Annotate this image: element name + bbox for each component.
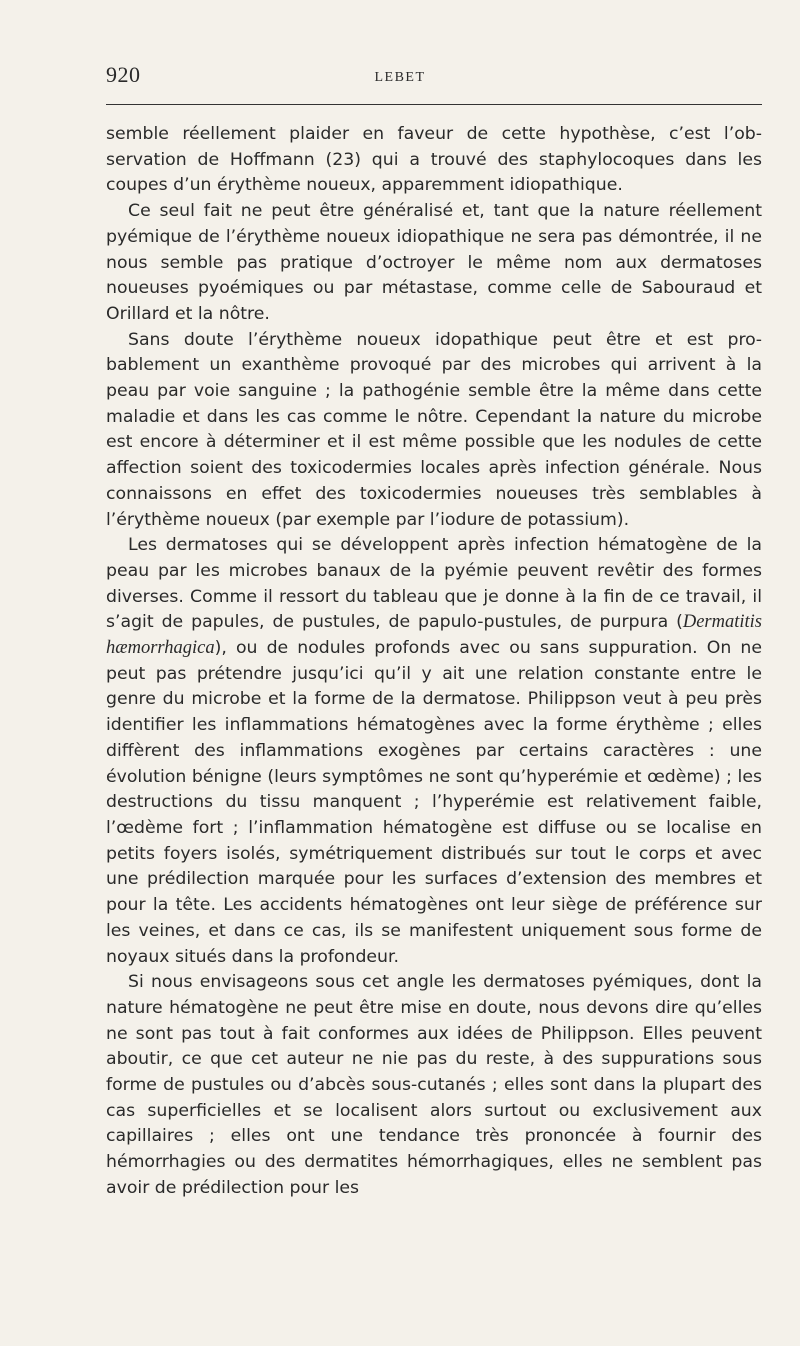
paragraph (106, 122, 762, 199)
paragraph-text: Ce seul fait ne peut être généralisé et, tant que la nature réellement pyémique de l’érythème noueux idiopathique ne sera pas démontrée, il ne nous semble pas pratique d’octroyer le même nom aux dermatoses noueuses pyoémiques ou par métastase, comme celle de Sabouraud et Orillard et la nôtre. (106, 201, 762, 324)
italic-term: Dermatitis hæmorrhagica (106, 612, 762, 659)
paragraph-text: semble réellement plaider en faveur de cette hypothèse, c’est l’observation de Hoffmann (23) qui a trouvé des staphylocoques dans les coupes d’un érythème noueux, apparemment idiopathique. (106, 124, 762, 196)
header-rule (106, 104, 762, 105)
page-number: 920 (106, 62, 141, 87)
paragraph (106, 533, 762, 970)
paragraph (106, 970, 762, 1201)
paragraph (106, 199, 762, 328)
body-text (106, 122, 762, 1202)
paragraph-text: ), ou de nodules profonds avec ou sans suppuration. On ne peut pas prétendre jusqu’ici qu’il y ait une relation constante entre le genre du microbe et la forme de la dermatose. Philippson veut à peu près identifier les inflammations hématogènes avec la forme érythème ; elles diffèrent des inflammations exogènes par certains caractères : une évolution bénigne (leurs symptômes ne sont qu’hyperémie et œdème) ; les destructions du tissu manquent ; l’hyperémie est relativement faible, l’œdème fort ; l’inflammation hématogène est diffuse ou se localise en petits foyers isolés, symétriquement distribués sur tout le corps et avec une prédilection marquée pour les surfaces d’extension des membres et pour la tête. Les accidents hématogènes ont leur siège de préférence sur les veines, et dans ce cas, ils se manifestent uniquement sous forme de noyaux situés dans la profondeur. (106, 638, 762, 967)
paragraph-text: Sans doute l’érythème noueux idopathique peut être et est probablement un exanthème provoqué par des microbes qui arrivent à la peau par voie sanguine ; la pathogénie semble être la même dans cette maladie et dans les cas comme le nôtre. Cependant la nature du microbe est encore à déterminer et il est même possible que les nodules de cette affection soient des toxicodermies locales après infection générale. Nous connaissons en effet des toxicodermies noueuses très semblables à l’érythème noueux (par exemple par l’iodure de potassium). (106, 329, 762, 530)
paragraph-text: Si nous envisageons sous cet angle les dermatoses pyémiques, dont la nature hématogène ne peut être mise en doute, nous devons dire qu’elles ne sont pas tout à fait conformes aux idées de Philippson. Elles peuvent aboutir, ce que cet auteur ne nie pas du reste, à des suppurations sous forme de pustules ou d’abcès sous-cutanés ; elles sont dans la plupart des cas superficielles et se localisent alors surtout ou exclusivement aux capillaires ; elles ont une tendance très prononcée à fournir des hémorrhagies ou des dermatites hémorrhagiques, elles ne semblent pas avoir de prédilection pour les (106, 972, 762, 1198)
running-head: LEBET (374, 70, 426, 85)
paragraph (106, 328, 762, 534)
paragraph-text: Les dermatoses qui se développent après infection hématogène de la peau par les microbes banaux de la pyémie peuvent revêtir des formes diverses. Comme il ressort du tableau que je donne à la fin de ce travail, il s’agit de papules, de pustules, de papulo-pustules, de purpura ( (106, 535, 762, 633)
